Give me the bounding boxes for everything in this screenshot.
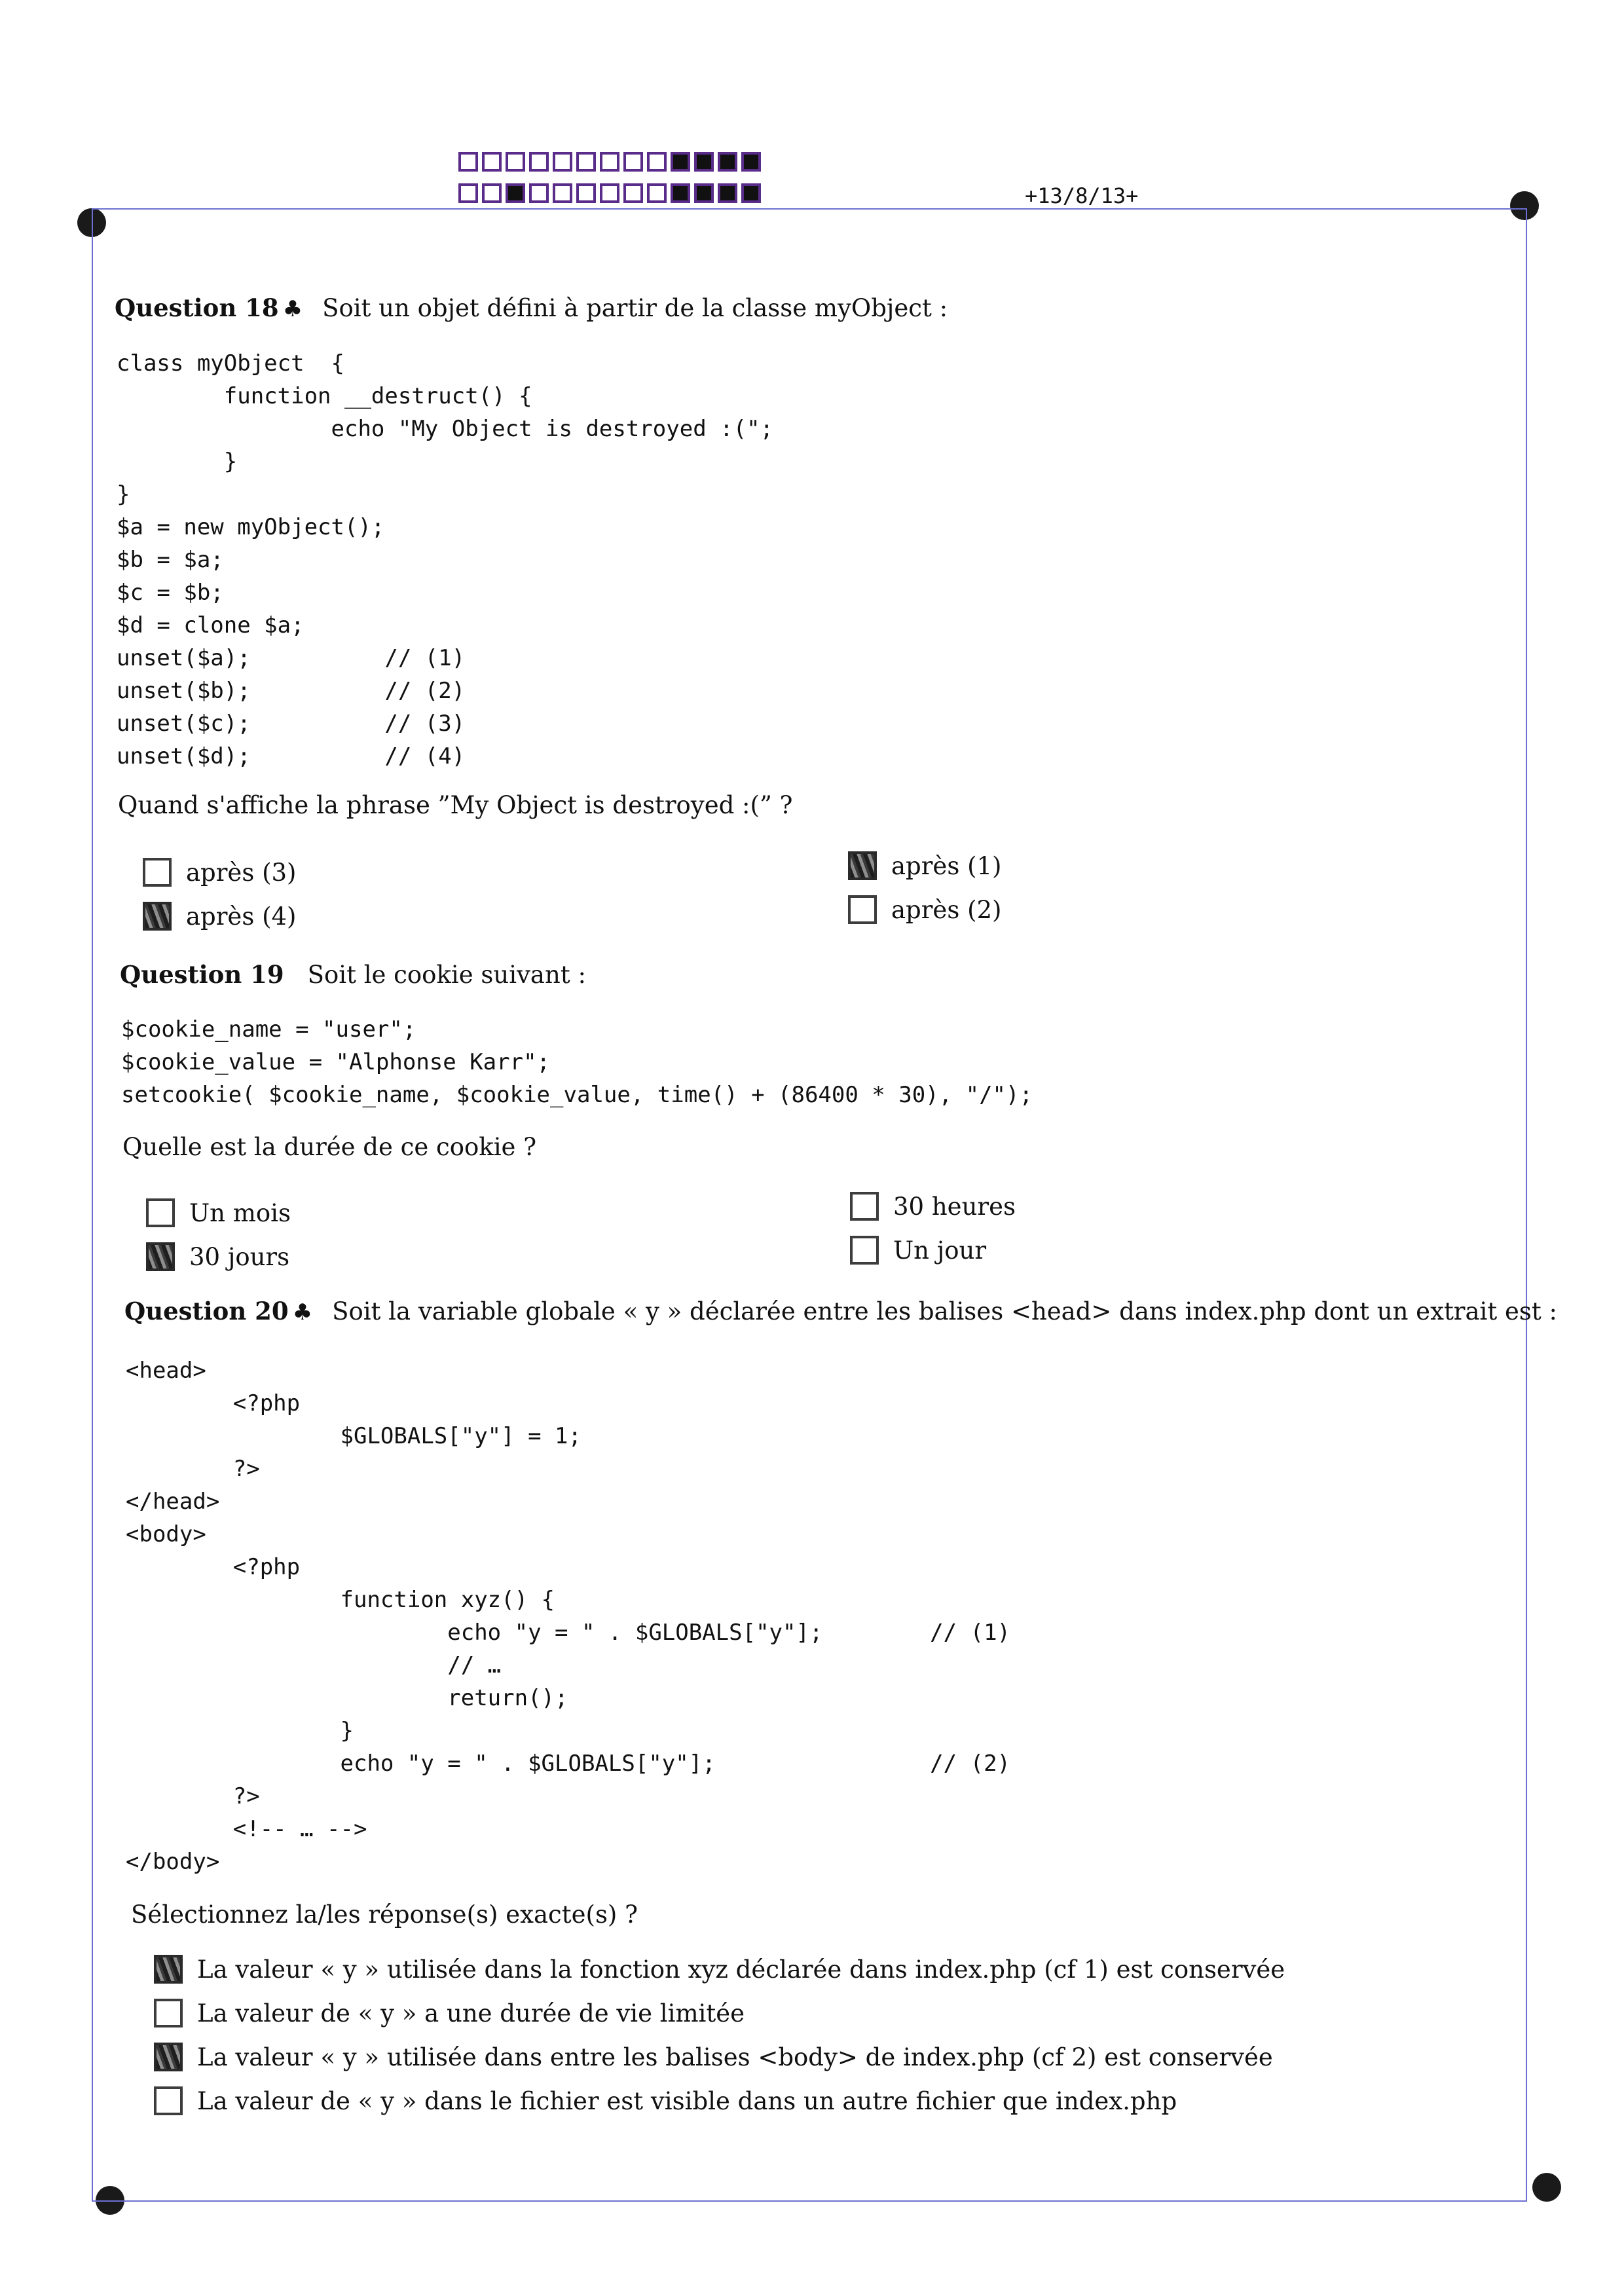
code-cell bbox=[600, 152, 619, 172]
code-cell bbox=[741, 152, 761, 172]
question-19-header bbox=[120, 960, 586, 989]
question-number: Question 19 bbox=[120, 960, 284, 989]
answer-checkbox[interactable] bbox=[848, 851, 877, 880]
answer-label: après (2) bbox=[891, 895, 1002, 924]
code-cell bbox=[553, 183, 572, 203]
question-18-prompt: Quand s'affiche la phrase ”My Object is destroyed :(” ? bbox=[118, 791, 793, 819]
answer-label: 30 heures bbox=[893, 1192, 1016, 1221]
answer-checkbox[interactable] bbox=[850, 1236, 879, 1265]
answer-checkbox[interactable] bbox=[154, 1955, 183, 1984]
answer-checkbox[interactable] bbox=[146, 1198, 175, 1227]
code-cell bbox=[529, 183, 549, 203]
answer-option[interactable] bbox=[146, 1242, 289, 1271]
answer-checkbox[interactable] bbox=[146, 1242, 175, 1271]
answer-label: après (3) bbox=[186, 858, 297, 887]
code-cell bbox=[482, 183, 502, 203]
answer-option[interactable] bbox=[143, 858, 297, 887]
code-cell bbox=[647, 152, 667, 172]
answer-option[interactable] bbox=[848, 895, 1002, 924]
answer-checkbox[interactable] bbox=[143, 858, 172, 887]
code-cell bbox=[576, 152, 596, 172]
code-cell bbox=[718, 152, 737, 172]
answer-option[interactable] bbox=[850, 1236, 986, 1265]
answer-option[interactable] bbox=[154, 1955, 1285, 1984]
corner-marker-bottom-right bbox=[1532, 2173, 1561, 2202]
answer-option[interactable] bbox=[146, 1198, 291, 1227]
code-cell bbox=[671, 183, 690, 203]
answer-label: Un jour bbox=[893, 1236, 987, 1265]
answer-option[interactable] bbox=[850, 1192, 1016, 1221]
answer-label: La valeur de « y » dans le fichier est visible dans un autre fichier que index.php bbox=[197, 2086, 1177, 2115]
code-cell bbox=[694, 183, 714, 203]
question-20-code: <head> <?php $GLOBALS["y"] = 1; ?> </head> <body> <?php function xyz() { echo "y = " . $GLOBALS["y"]; // (1) // … return(); } echo "y = " . $GLOBALS["y"]; // (2) ?> <!-- … --> </body> bbox=[126, 1358, 1011, 1875]
code-cell bbox=[623, 152, 643, 172]
answer-checkbox[interactable] bbox=[848, 895, 877, 924]
code-cell bbox=[576, 183, 596, 203]
answer-label: La valeur de « y » a une durée de vie limitée bbox=[197, 1999, 745, 2028]
question-18-header bbox=[115, 293, 948, 322]
answer-checkbox[interactable] bbox=[154, 2086, 183, 2115]
code-cell bbox=[623, 183, 643, 203]
answer-checkbox[interactable] bbox=[143, 902, 172, 931]
answer-label: La valeur « y » utilisée dans entre les balises <body> de index.php (cf 2) est conservée bbox=[197, 2043, 1273, 2071]
question-19-code: $cookie_name = "user"; $cookie_value = "Alphonse Karr"; setcookie( $cookie_name, $cookie_value, time() + (86400 * 30), "/"); bbox=[121, 1016, 1033, 1108]
answer-label: 30 jours bbox=[189, 1242, 290, 1271]
code-cell bbox=[553, 152, 572, 172]
question-18-code: class myObject { function __destruct() { echo "My Object is destroyed :("; } } $a = new myObject(); $b = $a; $c = $b; $d = clone $a; unset($a); // (1) unset($b); // (2) unset($c); // (3) unset($d); // (4) bbox=[117, 350, 774, 769]
question-20-prompt: Sélectionnez la/les réponse(s) exacte(s) ? bbox=[131, 1900, 638, 1929]
code-cell bbox=[741, 183, 761, 203]
answer-option[interactable] bbox=[154, 2086, 1177, 2115]
answer-label: après (4) bbox=[186, 902, 297, 931]
club-icon: ♣ bbox=[292, 1299, 313, 1325]
answer-option[interactable] bbox=[154, 1999, 745, 2028]
code-cell bbox=[671, 152, 690, 172]
code-cell bbox=[718, 183, 737, 203]
question-title: Soit un objet défini à partir de la classe myObject : bbox=[322, 294, 948, 322]
question-title: Soit le cookie suivant : bbox=[307, 961, 586, 989]
question-20-header bbox=[124, 1297, 1557, 1325]
answer-checkbox[interactable] bbox=[850, 1192, 879, 1221]
code-cell bbox=[647, 183, 667, 203]
code-cell bbox=[458, 183, 478, 203]
code-cell bbox=[458, 152, 478, 172]
question-title: Soit la variable globale « y » déclarée entre les balises <head> dans index.php dont un extrait est : bbox=[332, 1297, 1557, 1325]
code-cell bbox=[506, 183, 525, 203]
code-cell bbox=[529, 152, 549, 172]
student-code-row-1 bbox=[458, 152, 765, 172]
answer-label: après (1) bbox=[891, 851, 1002, 880]
question-19-prompt: Quelle est la durée de ce cookie ? bbox=[122, 1133, 537, 1161]
code-cell bbox=[482, 152, 502, 172]
student-code-row-2 bbox=[458, 183, 765, 203]
answer-option[interactable] bbox=[154, 2043, 1273, 2071]
answer-checkbox[interactable] bbox=[154, 2043, 183, 2071]
answer-checkbox[interactable] bbox=[154, 1999, 183, 2028]
page-code: +13/8/13+ bbox=[1025, 183, 1139, 208]
answer-label: Un mois bbox=[189, 1198, 291, 1227]
question-number: Question 20 bbox=[124, 1297, 289, 1325]
answer-option[interactable] bbox=[848, 851, 1002, 880]
code-cell bbox=[600, 183, 619, 203]
club-icon: ♣ bbox=[282, 296, 303, 322]
answer-label: La valeur « y » utilisée dans la fonction xyz déclarée dans index.php (cf 1) est conservée bbox=[197, 1955, 1285, 1984]
question-number: Question 18 bbox=[115, 293, 279, 322]
code-cell bbox=[694, 152, 714, 172]
answer-option[interactable] bbox=[143, 902, 297, 931]
code-cell bbox=[506, 152, 525, 172]
